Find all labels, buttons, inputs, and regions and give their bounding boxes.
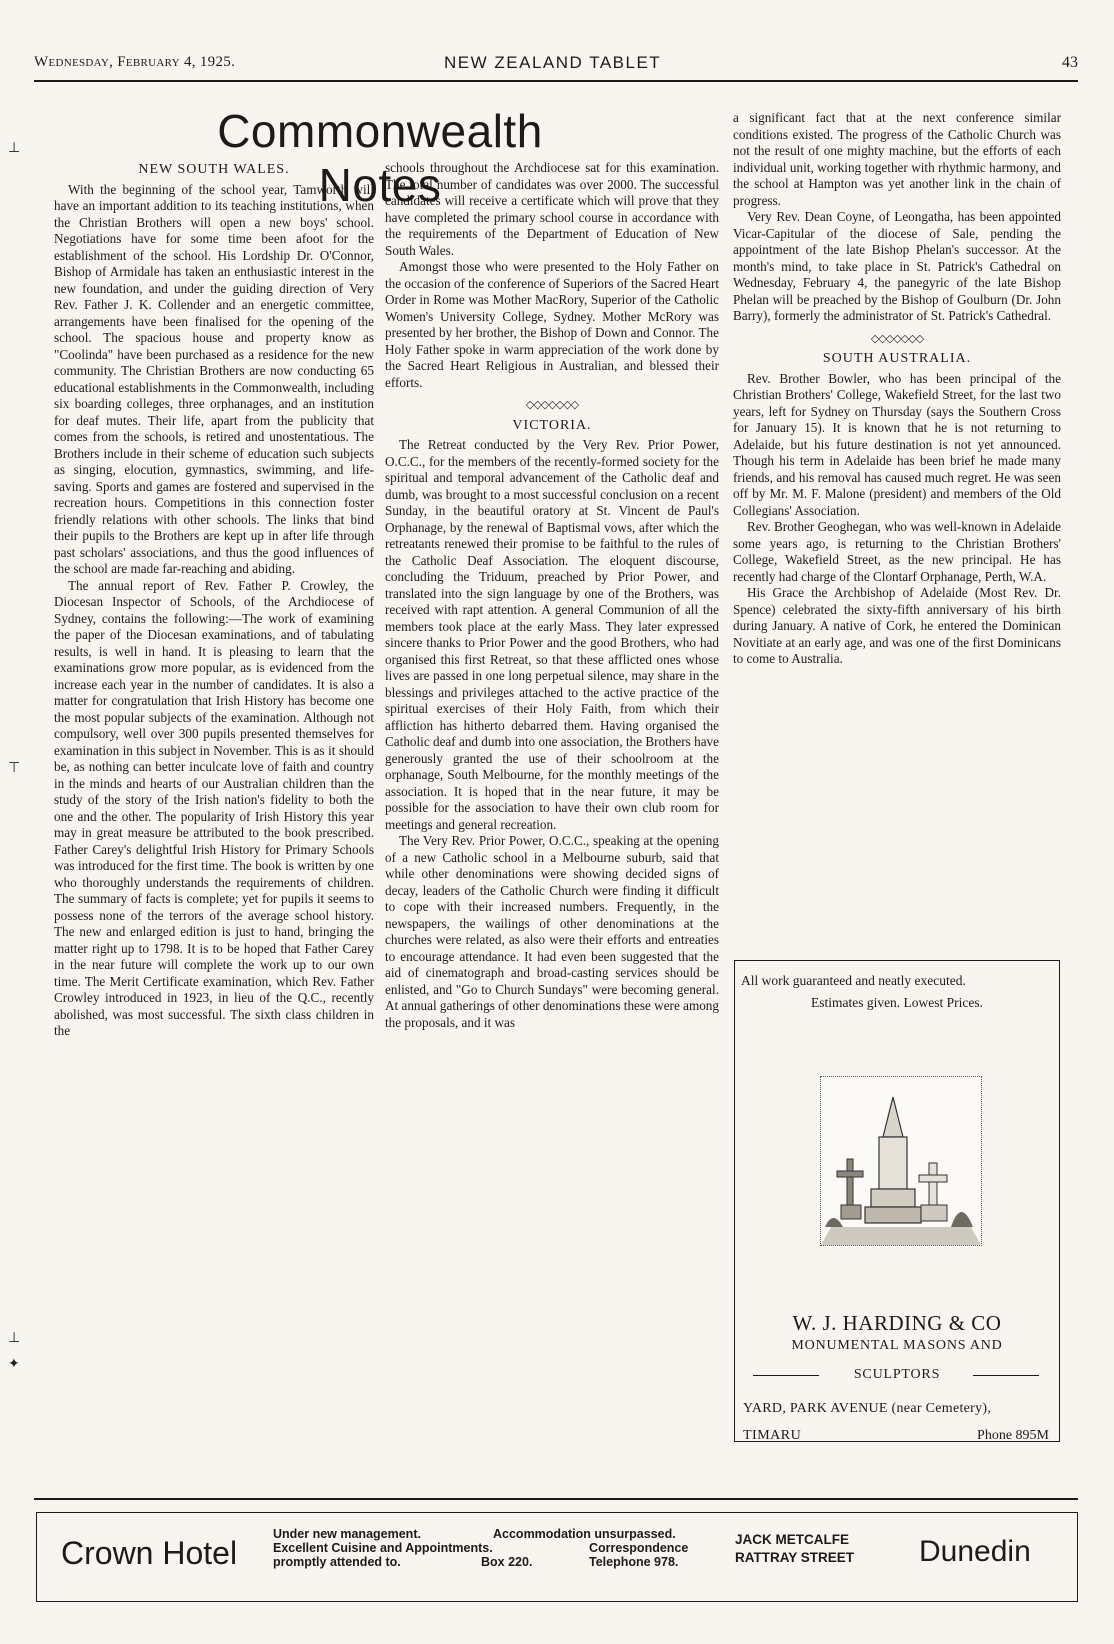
section-heading-south-australia: SOUTH AUSTRALIA. — [822, 351, 972, 366]
paragraph: Rev. Brother Geoghegan, who was well-known in Adelaide some years ago, is returning to the Christian Brothers' College, Wakefield Street, as the new principal. He has recently had charge of the Clontarf Orphanage, Perth, W.A. — [733, 519, 1061, 584]
column-3 — [733, 110, 1061, 668]
section-ornament: ◇◇◇◇◇◇◇ — [870, 332, 924, 345]
ad-trade: MONUMENTAL MASONS AND — [791, 1338, 1003, 1353]
page-number: 43 — [1062, 54, 1078, 71]
harding-advertisement — [734, 960, 1060, 1442]
paragraph: Very Rev. Dean Coyne, of Leongatha, has been appointed Vicar-Capitular of the diocese of Sale, pending the appointment of the late Bishop Phelan's successor. At the month's mind, to take place in St. Patrick's Cathedral on Wednesday, February 4, the panegyric of the late Bishop Phelan will be preached by the Bishop of Goulburn (Dr. John Barry), formerly the administrator of St. Patrick's Cathedral. — [733, 209, 1061, 323]
column-1 — [54, 160, 374, 1040]
ad-text: Excellent Cuisine and Appointments. — [273, 1541, 493, 1555]
ad-firm-name: W. J. HARDING & CO — [792, 1311, 1002, 1335]
ad-guarantee: All work guaranteed and neatly executed. — [741, 973, 966, 988]
ad-phone: Phone 895M — [977, 1428, 1049, 1443]
publication-title: NEW ZEALAND TABLET — [444, 53, 662, 72]
header-rule — [34, 80, 1078, 82]
ad-text: Under new management. — [273, 1527, 421, 1541]
column-2 — [385, 160, 719, 1031]
paragraph: With the beginning of the school year, Tamworth will have an important addition to its teaching institutions, when the Christian Brothers will open a new boys' school. Negotiations have for some time been afoot for the establishment of the school. His Lordship Dr. O'Connor, Bishop of Armidale has taken an enthusiastic interest in the new foundation, and under the guiding direction of Very Rev. Father J. K. Collender and an energetic committee, arrangements have been finalised for the opening of the school. The spacious house and property know as "Coolinda" have been purchased as a residence for the new community. The Christian Brothers are now conducting 65 educational establishments in the Commonwealth, including six boarding colleges, three orphanages, and an institution for deaf mutes. Their life, apart from the publicity that comes from the schools, is retired and unostentatious. The Brothers include in their scheme of education such subjects as singing, elocution, gymnastics, swimming, and life-saving. Sports and games are fostered and supervised in the recreation hours. Competitions in this connection foster friendly relations with other schools. The links that bind their pupils to the Brothers are kept up in after life through past scholars' associations, and thus the good influences of the school are made far-reaching and abiding. — [54, 181, 374, 576]
hotel-street: RATTRAY STREET — [735, 1550, 855, 1565]
ad-text: promptly attended to. — [273, 1555, 401, 1569]
ad-estimates: Estimates given. Lowest Prices. — [810, 995, 984, 1010]
monument-illustration — [820, 1076, 982, 1246]
proprietor-name: JACK METCALFE — [735, 1532, 849, 1547]
margin-mark-icon: ⊥ — [8, 140, 21, 156]
hotel-name: Crown Hotel — [61, 1535, 238, 1571]
cemetery-monuments-icon — [821, 1077, 981, 1245]
margin-mark-icon: ⊥ — [8, 1330, 21, 1346]
paragraph: a significant fact that at the next conference similar conditions existed. The progress of the Catholic Church was not the result of one mighty machine, but the efforts of each individual unit, working together with rhythmic harmony, and the school at Hampton was yet another link in the chain of progress. — [733, 110, 1061, 208]
issue-date: Wednesday, February 4, 1925. — [34, 54, 236, 70]
ad-address: YARD, PARK AVENUE (near Cemetery), — [743, 1401, 992, 1416]
ad-divider — [973, 1375, 1039, 1376]
crown-hotel-advertisement — [36, 1512, 1078, 1602]
ad-text: Box 220. — [481, 1555, 533, 1569]
page-header — [34, 52, 1078, 78]
ad-town: TIMARU — [743, 1428, 802, 1443]
paragraph: Rev. Brother Bowler, who has been principal of the Christian Brothers' College, Wakefield Street, for the last two years, left for Sydney on Thursday (says the Southern Cross for January 15). It is known that he is not returning to Adelaide, but his future destination is not yet announced. Though his term in Adelaide has been brief he made many friends, and his removal has caused much regret. He was seen off by Mr. M. F. Malone (president) and members of the Old Collegians' Association. — [733, 370, 1061, 518]
ad-text: Correspondence — [589, 1541, 689, 1555]
margin-mark-icon: ⊤ — [8, 760, 21, 776]
section-heading-nsw: NEW SOUTH WALES. — [138, 162, 290, 177]
article-headline: Commonwealth Notes — [217, 105, 543, 211]
ad-text: Telephone 978. — [589, 1555, 679, 1569]
section-heading-victoria: VICTORIA. — [512, 417, 592, 433]
section-ornament: ◇◇◇◇◇◇◇ — [525, 399, 579, 411]
footer-rule — [34, 1498, 1078, 1500]
ad-sculptors: SCULPTORS — [853, 1367, 941, 1382]
hotel-city: Dunedin — [919, 1535, 1031, 1568]
ad-text: Accommodation unsurpassed. — [493, 1527, 676, 1541]
paragraph: The annual report of Rev. Father P. Crowley, the Diocesan Inspector of Schools, of the Archdiocese of Sydney, contains the following:—The work of examining the paper of the Diocesan examinations, and of tabulating results, is well in hand. It is pleasing to learn that the examinations grow more popular, as is evidenced from the increase each year in the number of candidates. It is also a matter for congratulation that Irish History has become one the most popular subjects of the examination. Although not compulsory, well over 300 pupils presented themselves for examination in this subject in November. This is as it should be, as nothing can better inculcate love of faith and country in the minds and hearts of our Australian children than the study of the story of the Irish nation's fidelity to both the one and the other. The popularity of Irish History this year may in great measure be attributed to the book prescribed. Father Carey's delightful Irish History for Primary Schools was introduced for the first time. The book is written by one who thoroughly understands the requirements of children. The summary of facts is complete; yet for pupils it seems to possess none of the terrors of the average school history. The new and enlarged edition is just to hand, bringing the matter right up to 1798. It is to be hoped that Father Carey in the near future will complete the work up to our own time. The Merit Certificate examination, which Rev. Father Crowley introduced in 1923, in lieu of the Q.C., recently abolished, was most successful. The sixth class children in the — [54, 577, 374, 1038]
paragraph: Amongst those who were presented to the Holy Father on the occasion of the conference of Superiors of the Sacred Heart Order in Rome was Mother MacRory, Superior of the Catholic Women's University College, Sydney. Mother McRory was presented by her brother, the Bishop of Down and Connor. The Holy Father spoke in warm appreciation of the work done by the Sacred Heart Religious in Australian, and blessed their efforts. — [385, 259, 719, 390]
paragraph: His Grace the Archbishop of Adelaide (Most Rev. Dr. Spence) celebrated the sixty-fifth anniversary of his birth during January. A native of Cork, he entered the Dominican Novitiate at an early age, and was one of the first Dominicans to come to Australia. — [733, 585, 1061, 666]
margin-mark-icon: ✦ — [8, 1356, 20, 1372]
paragraph: The Retreat conducted by the Very Rev. Prior Power, O.C.C., for the members of the recently-formed society for the spiritual and temporal advancement of the Catholic deaf and dumb, was brought to a most successful conclusion on a recent Sunday, in the beautiful oratory at St. Vincent de Paul's Orphanage, by the renewal of Baptismal vows, after which the retreatants renewed their promise to be faithful to the rules of the Catholic Deaf Association. The eloquent discourse, concluding the Triduum, preached by Prior Power, and translated into the sign language by one of the Brothers, was received with rapt attention. A general Communion of all the members took place at the early Mass. They later expressed sincere thanks to Prior Power and the good Brothers, who had organised this first Retreat, so that these afflicted ones whose lives are passed in one long perpetual silence, may share in the blessings and privileges attached to the active practice of the spiritual exercises of their Holy Faith, from which their affliction has hitherto debarred them. Having organised the Catholic deaf and dumb into one association, the Brothers have generously granted the use of their schoolroom at the orphanage, South Melbourne, for the monthly meetings of the association. It is hoped that in the near future, it may be possible for the association to have their own club room for meetings and general recreation. — [385, 437, 719, 832]
paragraph: The Very Rev. Prior Power, O.C.C., speaking at the opening of a new Catholic school in a Melbourne suburb, said that while other denominations were showing decided signs of decay, leaders of the Catholic Church were finding it difficult to cope with their increased numbers. Frequently, in the newspapers, the wailings of other denominations at the churches were related, as also were their efforts and entreaties to encourage attendance. It had even been suggested that the aid of cinematograph and broad-casting services should be enlisted, and "Go to Church Sundays" were becoming general. At annual gatherings of other denominations these were among the proposals, and it was — [385, 833, 719, 1030]
paragraph: schools throughout the Archdiocese sat for this examination. The total number of candidates was over 2000. The successful candidates will receive a certificate which will prove that they have completed the primary school course in accordance with the requirements of the Department of Education of New South Wales. — [385, 160, 719, 258]
